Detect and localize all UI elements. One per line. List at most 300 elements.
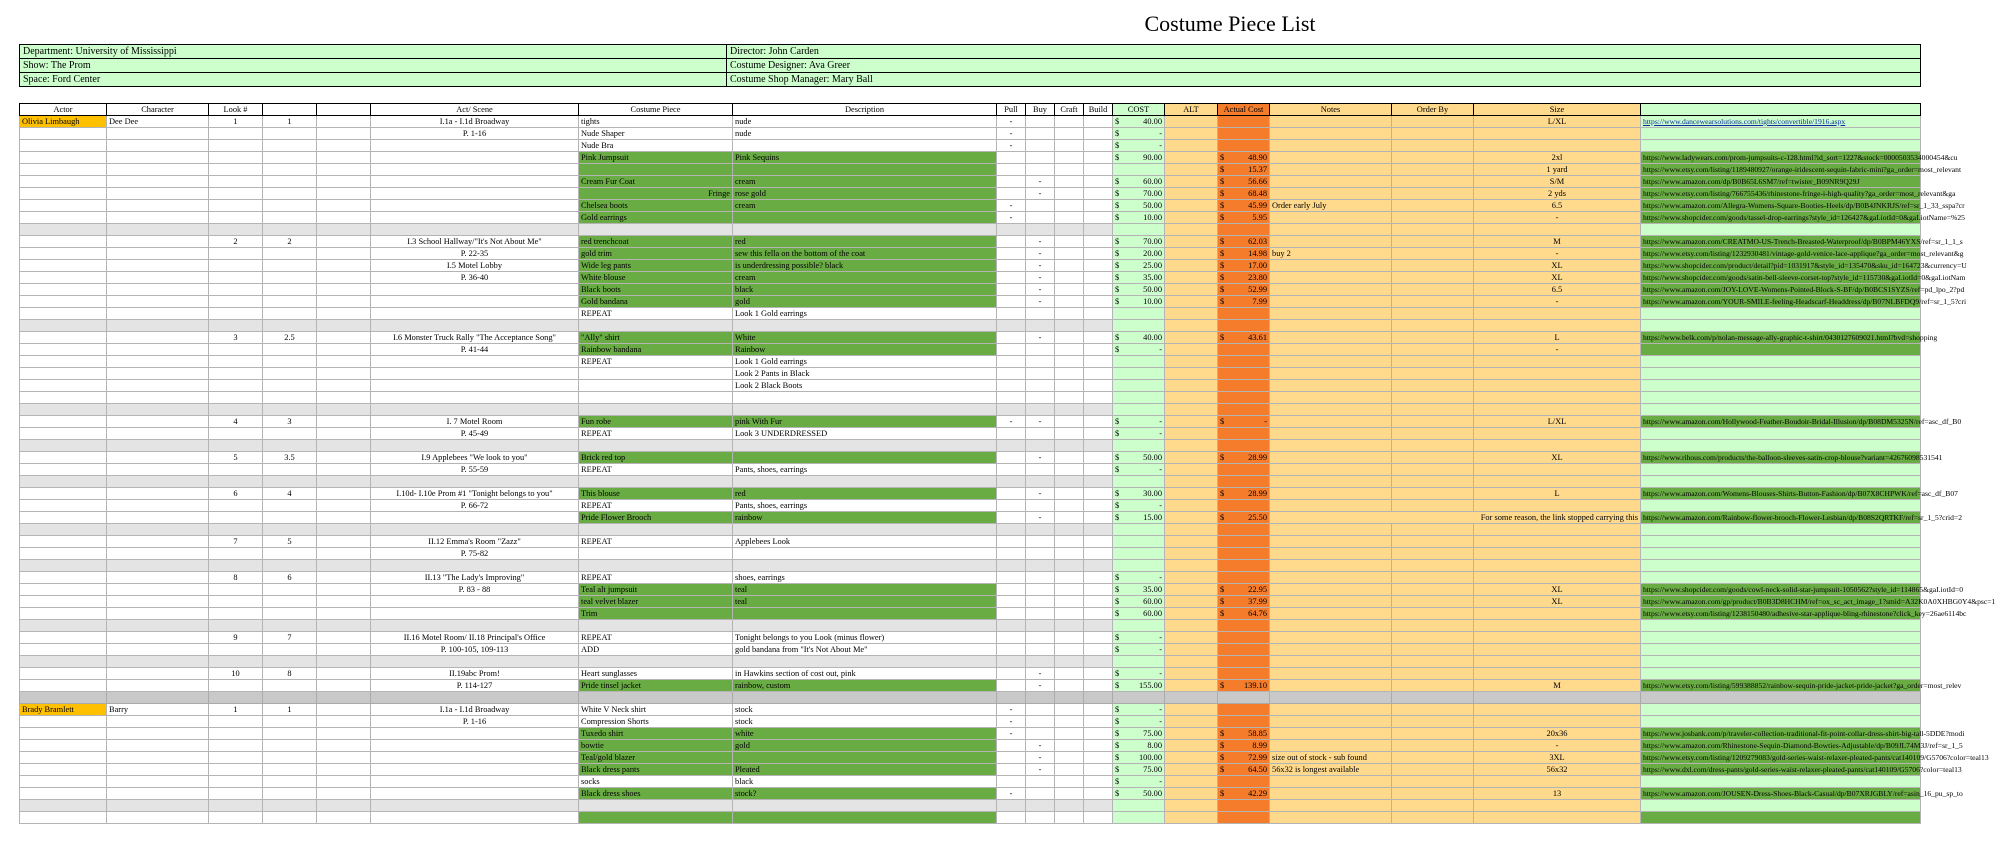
col-header-actor[interactable]: Actor <box>20 104 107 116</box>
cell-order-by[interactable] <box>1392 608 1474 620</box>
cell-build[interactable] <box>1084 632 1113 644</box>
cell-blank[interactable] <box>317 404 371 416</box>
cell-look[interactable] <box>209 320 263 332</box>
cell-look[interactable]: 1 <box>209 704 263 716</box>
cell-actor[interactable] <box>20 716 107 728</box>
cell-number[interactable] <box>263 368 317 380</box>
cell-pull[interactable] <box>997 272 1026 284</box>
cell-actor[interactable] <box>20 296 107 308</box>
col-header-pull[interactable]: Pull <box>997 104 1026 116</box>
cell-actual-cost[interactable] <box>1218 548 1270 560</box>
cell-character[interactable] <box>107 560 209 572</box>
cell-buy[interactable]: - <box>1026 272 1055 284</box>
cell-order-by[interactable] <box>1392 500 1474 512</box>
cell-link[interactable] <box>1641 668 1921 680</box>
cell-cost[interactable] <box>1113 128 1165 140</box>
cell-craft[interactable] <box>1055 248 1084 260</box>
cell-character[interactable] <box>107 620 209 632</box>
cell-piece[interactable]: gold trim <box>579 248 733 260</box>
cell-scene[interactable] <box>371 164 579 176</box>
cell-alt[interactable] <box>1165 584 1218 596</box>
cell-build[interactable] <box>1084 776 1113 788</box>
cell-blank[interactable] <box>317 416 371 428</box>
cell-character[interactable] <box>107 656 209 668</box>
cell-size[interactable]: 13 <box>1474 788 1641 800</box>
cell-description[interactable] <box>733 560 997 572</box>
cell-build[interactable] <box>1084 476 1113 488</box>
cell-description[interactable]: White <box>733 332 997 344</box>
col-header-alt[interactable]: ALT <box>1165 104 1218 116</box>
cell-blank[interactable] <box>317 656 371 668</box>
cell-blank[interactable] <box>317 788 371 800</box>
cell-actor[interactable] <box>20 368 107 380</box>
cell-order-by[interactable] <box>1392 152 1474 164</box>
cell-cost[interactable] <box>1113 512 1165 524</box>
cell-build[interactable] <box>1084 548 1113 560</box>
cell-actual-cost[interactable] <box>1218 488 1270 500</box>
cell-actual-cost[interactable] <box>1218 560 1270 572</box>
cell-character[interactable] <box>107 296 209 308</box>
cell-build[interactable] <box>1084 308 1113 320</box>
cell-number[interactable]: 8 <box>263 668 317 680</box>
cell-character[interactable] <box>107 452 209 464</box>
cell-scene[interactable] <box>371 764 579 776</box>
cell-scene[interactable]: P. 1-16 <box>371 716 579 728</box>
col-header-scene[interactable]: Act/ Scene <box>371 104 579 116</box>
cell-buy[interactable] <box>1026 500 1055 512</box>
cell-description[interactable] <box>733 656 997 668</box>
cell-order-by[interactable] <box>1392 812 1474 824</box>
cell-cost[interactable] <box>1113 704 1165 716</box>
cell-link[interactable] <box>1641 800 1921 812</box>
cell-craft[interactable] <box>1055 572 1084 584</box>
cell-number[interactable] <box>263 380 317 392</box>
cell-number[interactable]: 6 <box>263 572 317 584</box>
cell-piece[interactable]: White blouse <box>579 272 733 284</box>
cell-link[interactable] <box>1641 500 1921 512</box>
cell-craft[interactable] <box>1055 728 1084 740</box>
cell-cost[interactable] <box>1113 620 1165 632</box>
cell-size[interactable] <box>1474 560 1641 572</box>
cell-character[interactable] <box>107 344 209 356</box>
cell-alt[interactable] <box>1165 596 1218 608</box>
cell-blank[interactable] <box>317 500 371 512</box>
cell-order-by[interactable] <box>1392 116 1474 128</box>
cell-alt[interactable] <box>1165 788 1218 800</box>
cell-description[interactable] <box>733 812 997 824</box>
cell-link[interactable] <box>1641 476 1921 488</box>
cell-order-by[interactable] <box>1392 776 1474 788</box>
cell-link[interactable]: https://www.amazon.com/Rhinestone-Sequin-Diamond-Bowties-Adjustable/dp/B09JL74M3J/ref=sr_1_5 <box>1641 740 1921 752</box>
cell-buy[interactable] <box>1026 140 1055 152</box>
cell-link[interactable] <box>1641 572 1921 584</box>
cell-notes[interactable] <box>1270 560 1392 572</box>
cell-order-by[interactable] <box>1392 320 1474 332</box>
cell-order-by[interactable] <box>1392 800 1474 812</box>
cell-actual-cost[interactable] <box>1218 584 1270 596</box>
cell-description[interactable]: is underdressing possible? black <box>733 260 997 272</box>
cell-order-by[interactable] <box>1392 488 1474 500</box>
cell-description[interactable]: white <box>733 728 997 740</box>
cell-actual-cost[interactable] <box>1218 356 1270 368</box>
cell-look[interactable]: 7 <box>209 536 263 548</box>
cell-order-by[interactable] <box>1392 464 1474 476</box>
cell-scene[interactable]: P. 45-49 <box>371 428 579 440</box>
cell-pull[interactable] <box>997 380 1026 392</box>
cell-number[interactable] <box>263 296 317 308</box>
cell-pull[interactable] <box>997 476 1026 488</box>
cell-number[interactable] <box>263 764 317 776</box>
cell-actor[interactable] <box>20 800 107 812</box>
cell-link[interactable]: https://www.amazon.com/Hollywood-Feather-Boudoir-Bridal-Illusion/dp/B08DM5325N/ref=asc_df_B0 <box>1641 416 1921 428</box>
cell-notes[interactable] <box>1270 728 1392 740</box>
cell-pull[interactable] <box>997 488 1026 500</box>
cell-description[interactable]: Look 2 Pants in Black <box>733 368 997 380</box>
cell-alt[interactable] <box>1165 212 1218 224</box>
cell-actual-cost[interactable] <box>1218 632 1270 644</box>
cell-buy[interactable] <box>1026 440 1055 452</box>
cell-description[interactable]: teal <box>733 596 997 608</box>
cell-buy[interactable] <box>1026 224 1055 236</box>
cell-piece[interactable] <box>579 440 733 452</box>
cell-piece[interactable]: Pride tinsel jacket <box>579 680 733 692</box>
cell-actor[interactable] <box>20 512 107 524</box>
cell-craft[interactable] <box>1055 164 1084 176</box>
cell-actual-cost[interactable] <box>1218 476 1270 488</box>
cell-cost[interactable] <box>1113 296 1165 308</box>
cell-description[interactable]: in Hawkins section of cost out, pink <box>733 668 997 680</box>
cell-craft[interactable] <box>1055 608 1084 620</box>
cell-number[interactable] <box>263 548 317 560</box>
cell-scene[interactable] <box>371 404 579 416</box>
cell-buy[interactable]: - <box>1026 740 1055 752</box>
cell-craft[interactable] <box>1055 620 1084 632</box>
cell-description[interactable]: Look 1 Gold earrings <box>733 308 997 320</box>
cell-actor[interactable] <box>20 464 107 476</box>
col-header-size[interactable]: Size <box>1474 104 1641 116</box>
cell-cost[interactable] <box>1113 320 1165 332</box>
cell-blank[interactable] <box>317 260 371 272</box>
cell-order-by[interactable] <box>1392 788 1474 800</box>
cell-alt[interactable] <box>1165 416 1218 428</box>
cell-order-by[interactable] <box>1392 248 1474 260</box>
cell-size[interactable] <box>1474 536 1641 548</box>
cell-actor[interactable] <box>20 752 107 764</box>
cell-notes[interactable] <box>1270 668 1392 680</box>
cell-description[interactable]: Pants, shoes, earrings <box>733 464 997 476</box>
cell-link[interactable]: https://www.amazon.com/Rainbow-flower-brooch-Flower-Lesbian/dp/B08S2QRTKF/ref=sr_1_5?crid=2 <box>1641 512 1921 524</box>
cell-look[interactable]: 9 <box>209 632 263 644</box>
cell-size[interactable]: 20x36 <box>1474 728 1641 740</box>
cell-buy[interactable] <box>1026 788 1055 800</box>
cell-scene[interactable] <box>371 656 579 668</box>
cell-look[interactable] <box>209 524 263 536</box>
cell-description[interactable] <box>733 440 997 452</box>
cell-piece[interactable] <box>579 164 733 176</box>
cell-craft[interactable] <box>1055 152 1084 164</box>
cell-size[interactable]: L <box>1474 488 1641 500</box>
cell-craft[interactable] <box>1055 368 1084 380</box>
cell-size[interactable] <box>1474 404 1641 416</box>
cell-actor[interactable] <box>20 152 107 164</box>
cell-order-by[interactable] <box>1392 584 1474 596</box>
cell-piece[interactable]: Rainbow bandana <box>579 344 733 356</box>
cell-size[interactable]: XL <box>1474 596 1641 608</box>
cell-pull[interactable]: - <box>997 212 1026 224</box>
cell-scene[interactable] <box>371 608 579 620</box>
cell-link[interactable]: https://www.amazon.com/CREATMO-US-Trench-Breasted-Waterproof/dp/B0BPM46YXS/ref=sr_1_1_s <box>1641 236 1921 248</box>
cell-link[interactable]: https://www.etsy.com/listing/1238150480/adhesive-star-applique-bling-rhinestone?click_key=26ae6114bc <box>1641 608 1921 620</box>
cell-scene[interactable]: II.19abc Prom! <box>371 668 579 680</box>
cell-number[interactable] <box>263 512 317 524</box>
cell-size[interactable] <box>1474 128 1641 140</box>
cell-craft[interactable] <box>1055 116 1084 128</box>
cell-order-by[interactable] <box>1392 452 1474 464</box>
cell-actual-cost[interactable] <box>1218 116 1270 128</box>
cell-character[interactable] <box>107 464 209 476</box>
cell-size[interactable] <box>1474 380 1641 392</box>
cell-link[interactable]: https://www.amazon.com/Allegra-Womens-Square-Booties-Heels/dp/B0B4JNKRJS/ref=sr_1_33_sspa?cr <box>1641 200 1921 212</box>
cell-notes[interactable] <box>1270 788 1392 800</box>
cell-order-by[interactable] <box>1392 428 1474 440</box>
cell-piece[interactable] <box>579 368 733 380</box>
cell-notes[interactable] <box>1270 368 1392 380</box>
cell-actual-cost[interactable] <box>1218 728 1270 740</box>
cell-link[interactable]: https://www.amazon.com/JOY-LOVE-Womens-Pointed-Block-S-BF/dp/B0BCS1SYZS/ref=pd_lpo_2?pd <box>1641 284 1921 296</box>
cell-build[interactable] <box>1084 188 1113 200</box>
cell-notes[interactable] <box>1270 164 1392 176</box>
cell-size[interactable] <box>1474 644 1641 656</box>
cell-number[interactable]: 2 <box>263 236 317 248</box>
cell-order-by[interactable] <box>1392 668 1474 680</box>
cell-description[interactable]: stock? <box>733 788 997 800</box>
cell-blank[interactable] <box>317 356 371 368</box>
cell-buy[interactable] <box>1026 812 1055 824</box>
cell-notes[interactable] <box>1270 584 1392 596</box>
cell-actual-cost[interactable] <box>1218 680 1270 692</box>
cell-character[interactable] <box>107 404 209 416</box>
cell-order-by[interactable] <box>1392 284 1474 296</box>
cell-actor[interactable] <box>20 200 107 212</box>
cell-order-by[interactable] <box>1392 740 1474 752</box>
cell-cost[interactable] <box>1113 380 1165 392</box>
cell-craft[interactable] <box>1055 128 1084 140</box>
cell-description[interactable] <box>733 692 997 704</box>
cell-build[interactable] <box>1084 392 1113 404</box>
cell-character[interactable] <box>107 812 209 824</box>
cell-blank[interactable] <box>317 800 371 812</box>
cell-size[interactable]: XL <box>1474 452 1641 464</box>
cell-actor[interactable] <box>20 320 107 332</box>
cell-character[interactable] <box>107 728 209 740</box>
cell-alt[interactable] <box>1165 440 1218 452</box>
cell-piece[interactable] <box>579 656 733 668</box>
cell-alt[interactable] <box>1165 272 1218 284</box>
cell-look[interactable] <box>209 464 263 476</box>
cell-pull[interactable] <box>997 740 1026 752</box>
cell-actor[interactable] <box>20 536 107 548</box>
cell-order-by[interactable] <box>1392 296 1474 308</box>
cell-look[interactable]: 2 <box>209 236 263 248</box>
cell-scene[interactable] <box>371 296 579 308</box>
cell-buy[interactable]: - <box>1026 764 1055 776</box>
cell-buy[interactable] <box>1026 572 1055 584</box>
cell-piece[interactable]: bowtie <box>579 740 733 752</box>
cell-pull[interactable]: - <box>997 416 1026 428</box>
cell-alt[interactable] <box>1165 608 1218 620</box>
cell-craft[interactable] <box>1055 716 1084 728</box>
cell-pull[interactable] <box>997 608 1026 620</box>
cell-craft[interactable] <box>1055 680 1084 692</box>
cell-link[interactable]: https://www.etsy.com/listing/766755436/rhinestone-fringe-i-high-quality?ga_order=most_relevant&ga <box>1641 188 1921 200</box>
cell-cost[interactable] <box>1113 500 1165 512</box>
cell-description[interactable]: Look 1 Gold earrings <box>733 356 997 368</box>
cell-notes[interactable] <box>1270 500 1392 512</box>
cell-look[interactable] <box>209 248 263 260</box>
cell-scene[interactable]: P. 22-35 <box>371 248 579 260</box>
cell-actor[interactable] <box>20 392 107 404</box>
cell-number[interactable] <box>263 164 317 176</box>
cell-cost[interactable] <box>1113 596 1165 608</box>
cell-buy[interactable] <box>1026 596 1055 608</box>
cell-blank[interactable] <box>317 392 371 404</box>
cell-description[interactable] <box>733 620 997 632</box>
cell-piece[interactable] <box>579 524 733 536</box>
cell-notes[interactable] <box>1270 608 1392 620</box>
cell-cost[interactable] <box>1113 344 1165 356</box>
cell-blank[interactable] <box>317 236 371 248</box>
cell-number[interactable] <box>263 320 317 332</box>
col-header-build[interactable]: Build <box>1084 104 1113 116</box>
cell-scene[interactable]: P. 83 - 88 <box>371 584 579 596</box>
cell-buy[interactable]: - <box>1026 236 1055 248</box>
cell-pull[interactable] <box>997 284 1026 296</box>
cell-pull[interactable] <box>997 812 1026 824</box>
cell-blank[interactable] <box>317 740 371 752</box>
cell-link[interactable]: https://www.belk.com/p/nolan-message-ally-graphic-t-shirt/0430127609021.html?bvd=shopping <box>1641 332 1921 344</box>
cell-notes[interactable] <box>1270 812 1392 824</box>
cell-cost[interactable] <box>1113 632 1165 644</box>
cell-scene[interactable] <box>371 308 579 320</box>
cell-notes[interactable] <box>1270 356 1392 368</box>
cell-order-by[interactable] <box>1392 392 1474 404</box>
cell-buy[interactable] <box>1026 620 1055 632</box>
cell-character[interactable] <box>107 176 209 188</box>
cell-blank[interactable] <box>317 692 371 704</box>
cell-actual-cost[interactable] <box>1218 296 1270 308</box>
cell-look[interactable] <box>209 176 263 188</box>
cell-scene[interactable]: P. 41-44 <box>371 344 579 356</box>
cell-craft[interactable] <box>1055 776 1084 788</box>
cell-buy[interactable] <box>1026 128 1055 140</box>
cell-pull[interactable] <box>997 680 1026 692</box>
cell-piece[interactable] <box>579 404 733 416</box>
cell-description[interactable] <box>733 140 997 152</box>
cell-buy[interactable]: - <box>1026 668 1055 680</box>
cell-blank[interactable] <box>317 452 371 464</box>
cell-piece[interactable]: teal velvet blazer <box>579 596 733 608</box>
cell-alt[interactable] <box>1165 620 1218 632</box>
cell-number[interactable]: 1 <box>263 704 317 716</box>
cell-link[interactable] <box>1641 524 1921 536</box>
cell-actor[interactable] <box>20 560 107 572</box>
cell-number[interactable] <box>263 428 317 440</box>
cell-blank[interactable] <box>317 704 371 716</box>
cell-notes[interactable]: buy 2 <box>1270 248 1392 260</box>
cell-pull[interactable] <box>997 692 1026 704</box>
cell-piece[interactable] <box>579 548 733 560</box>
cell-actual-cost[interactable] <box>1218 644 1270 656</box>
cell-notes[interactable] <box>1270 176 1392 188</box>
cell-actual-cost[interactable] <box>1218 452 1270 464</box>
cell-notes[interactable] <box>1270 140 1392 152</box>
cell-size[interactable] <box>1474 224 1641 236</box>
cell-description[interactable]: nude <box>733 128 997 140</box>
cell-alt[interactable] <box>1165 344 1218 356</box>
cell-actor[interactable] <box>20 680 107 692</box>
cell-cost[interactable] <box>1113 308 1165 320</box>
cell-number[interactable] <box>263 200 317 212</box>
cell-notes[interactable] <box>1270 212 1392 224</box>
cell-number[interactable] <box>263 308 317 320</box>
cell-actor[interactable] <box>20 548 107 560</box>
cell-scene[interactable] <box>371 692 579 704</box>
cell-link[interactable] <box>1641 776 1921 788</box>
cell-description[interactable] <box>733 164 997 176</box>
cell-cost[interactable] <box>1113 812 1165 824</box>
cell-alt[interactable] <box>1165 116 1218 128</box>
cell-pull[interactable] <box>997 620 1026 632</box>
cell-actual-cost[interactable] <box>1218 800 1270 812</box>
cell-size[interactable]: - <box>1474 344 1641 356</box>
cell-number[interactable] <box>263 656 317 668</box>
cell-actual-cost[interactable] <box>1218 464 1270 476</box>
cell-character[interactable] <box>107 320 209 332</box>
cell-piece[interactable] <box>579 620 733 632</box>
cell-pull[interactable] <box>997 308 1026 320</box>
cell-craft[interactable] <box>1055 380 1084 392</box>
cell-craft[interactable] <box>1055 296 1084 308</box>
cell-character[interactable] <box>107 572 209 584</box>
cell-order-by[interactable] <box>1392 272 1474 284</box>
cell-actual-cost[interactable] <box>1218 440 1270 452</box>
cell-alt[interactable] <box>1165 392 1218 404</box>
cell-notes[interactable] <box>1270 260 1392 272</box>
cell-actual-cost[interactable] <box>1218 332 1270 344</box>
cell-actor[interactable] <box>20 452 107 464</box>
cell-description[interactable] <box>733 212 997 224</box>
cell-size[interactable] <box>1474 800 1641 812</box>
cell-cost[interactable] <box>1113 800 1165 812</box>
cell-blank[interactable] <box>317 632 371 644</box>
cell-link[interactable]: https://www.etsy.com/listing/1209279083/gold-series-waist-relaxer-pleated-pants/cat140109/G5706?color=teal13 <box>1641 752 1921 764</box>
cell-description[interactable]: Pants, shoes, earrings <box>733 500 997 512</box>
show-cell[interactable]: Show: The Prom <box>20 59 727 73</box>
cell-buy[interactable] <box>1026 704 1055 716</box>
cell-build[interactable] <box>1084 332 1113 344</box>
cell-size[interactable]: XL <box>1474 272 1641 284</box>
cell-character[interactable] <box>107 500 209 512</box>
cell-pull[interactable] <box>997 392 1026 404</box>
cell-look[interactable]: 5 <box>209 452 263 464</box>
cell-scene[interactable] <box>371 176 579 188</box>
cell-build[interactable] <box>1084 404 1113 416</box>
cell-build[interactable] <box>1084 440 1113 452</box>
cell-piece[interactable]: Gold earrings <box>579 212 733 224</box>
cell-craft[interactable] <box>1055 536 1084 548</box>
cell-blank[interactable] <box>317 536 371 548</box>
cell-size[interactable]: S/M <box>1474 176 1641 188</box>
